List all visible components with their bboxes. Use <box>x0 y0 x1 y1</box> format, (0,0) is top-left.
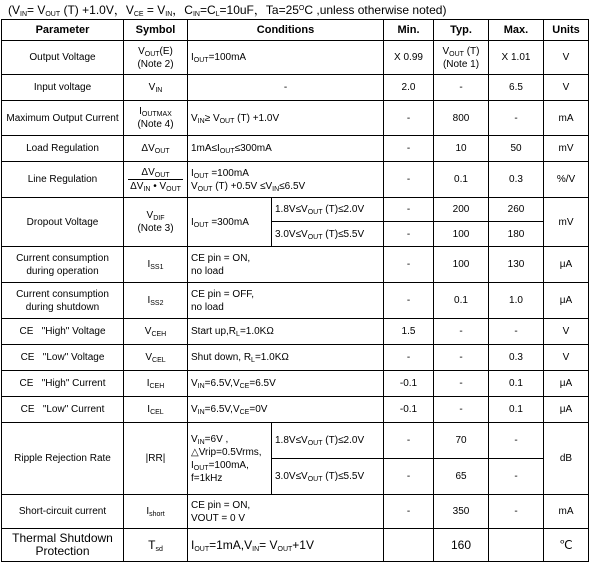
header-parameter: Parameter <box>2 20 124 41</box>
cell-symbol: $\frac{\Delta V_{OUT}}{\Delta V_{IN} • V_{OUT}}$ <box>124 162 188 198</box>
cell-max: 0.3 <box>489 345 544 371</box>
cell-parameter: Current consumption during operation <box>2 247 124 283</box>
cell-max: - <box>489 459 544 495</box>
cell-parameter: Output Voltage <box>2 41 124 75</box>
cell-parameter: CE "High" Voltage <box>2 319 124 345</box>
table-row <box>2 529 589 562</box>
cell-subcondition: $3.0V\le V_{OUT}$ (T)≤5.5V <box>272 459 384 495</box>
cell-unit: mV <box>544 198 589 247</box>
cell-typ: 800 <box>434 101 489 136</box>
cell-condition: $V_{IN}\ge V_{OUT}$ (T) +1.0V <box>188 101 384 136</box>
cell-unit: V <box>544 345 589 371</box>
cell-max: 0.1 <box>489 397 544 423</box>
table-row <box>2 162 589 198</box>
table-row <box>2 198 589 222</box>
cell-symbol: $I_{OUTMAX}$ (Note 4) <box>124 101 188 136</box>
cell-min: - <box>384 459 434 495</box>
table-row <box>2 75 589 101</box>
cell-condition: $V_{IN}=6.5V,V_{CE}=0V$ <box>188 397 384 423</box>
cell-unit: μA <box>544 247 589 283</box>
cell-parameter: Current consumption during shutdown <box>2 283 124 319</box>
cell-symbol: $V_{IN}$ <box>124 75 188 101</box>
cell-max <box>489 529 544 562</box>
cell-unit: μA <box>544 397 589 423</box>
header-units: Units <box>544 20 589 41</box>
cell-unit: mA <box>544 495 589 529</box>
cell-condition: CE pin = ON, no load <box>188 247 384 283</box>
cell-min: 1.5 <box>384 319 434 345</box>
cell-condition: CE pin = OFF, no load <box>188 283 384 319</box>
cell-typ: - <box>434 345 489 371</box>
cell-condition: Start $up,R_L=1.0K\Omega$ <box>188 319 384 345</box>
cell-max: 1.0 <box>489 283 544 319</box>
cell-unit: %/V <box>544 162 589 198</box>
header-min: Min. <box>384 20 434 41</box>
table-row <box>2 397 589 423</box>
cell-typ: 100 <box>434 222 489 247</box>
cell-typ: 350 <box>434 495 489 529</box>
cell-min: - <box>384 345 434 371</box>
cell-max: 0.1 <box>489 371 544 397</box>
cell-condition: $1mA\le I_{OUT}\le 300mA$ <box>188 136 384 162</box>
cell-symbol: $V_{CEH}$ <box>124 319 188 345</box>
table-caption: ($V_{IN}= V_{OUT}$ (T) +1.0V，$V_{CE} = V_{IN}$，$C_{IN}=C_L=10uF$，$Ta=25^OC$ ,unless otherwise noted) <box>8 3 447 18</box>
cell-typ: 0.1 <box>434 162 489 198</box>
cell-condition: CE pin = ON, VOUT = 0 V <box>188 495 384 529</box>
cell-parameter: Maximum Output Current <box>2 101 124 136</box>
cell-min: - <box>384 222 434 247</box>
cell-parameter: Load Regulation <box>2 136 124 162</box>
table-row <box>2 319 589 345</box>
cell-typ: 10 <box>434 136 489 162</box>
cell-unit: V <box>544 319 589 345</box>
cell-typ: 65 <box>434 459 489 495</box>
cell-parameter: Line Regulation <box>2 162 124 198</box>
cell-min: -0.1 <box>384 371 434 397</box>
cell-condition: $I_{OUT} =300mA$ <box>188 198 272 247</box>
cell-parameter: Thermal Shutdown Protection <box>2 529 124 562</box>
table-row <box>2 345 589 371</box>
table-row <box>2 136 589 162</box>
cell-typ: - <box>434 75 489 101</box>
cell-condition: $V_{IN}=6V$ , △Vrip=0.5Vrms, $I_{OUT}=100mA$, f=1kHz <box>188 423 272 495</box>
cell-min: - <box>384 136 434 162</box>
header-typ: Typ. <box>434 20 489 41</box>
table-row <box>2 283 589 319</box>
cell-typ: 0.1 <box>434 283 489 319</box>
cell-max: 0.3 <box>489 162 544 198</box>
cell-symbol: |RR| <box>124 423 188 495</box>
cell-max: - <box>489 495 544 529</box>
cell-symbol: $I_{short}$ <box>124 495 188 529</box>
cell-min: 2.0 <box>384 75 434 101</box>
cell-min: -0.1 <box>384 397 434 423</box>
cell-unit: dB <box>544 423 589 495</box>
cell-parameter: Input voltage <box>2 75 124 101</box>
cell-min: - <box>384 247 434 283</box>
cell-min: - <box>384 423 434 459</box>
cell-min: X 0.99 <box>384 41 434 75</box>
cell-condition: $I_{OUT}=100mA$ <box>188 41 384 75</box>
cell-min: - <box>384 101 434 136</box>
cell-max: 260 <box>489 198 544 222</box>
cell-parameter: Dropout Voltage <box>2 198 124 247</box>
cell-max: - <box>489 319 544 345</box>
electrical-characteristics-table <box>1 19 589 562</box>
cell-max: 180 <box>489 222 544 247</box>
cell-symbol: $I_{CEH}$ <box>124 371 188 397</box>
cell-unit: μA <box>544 371 589 397</box>
cell-condition: $I_{OUT}=1mA,V_{IN}= V_{OUT}+1V$ <box>188 529 384 562</box>
table-header-row <box>2 20 589 41</box>
cell-max: 130 <box>489 247 544 283</box>
cell-symbol: $I_{SS2}$ <box>124 283 188 319</box>
cell-max: X 1.01 <box>489 41 544 75</box>
cell-max: 6.5 <box>489 75 544 101</box>
cell-unit: μA <box>544 283 589 319</box>
cell-parameter: CE "Low" Current <box>2 397 124 423</box>
cell-unit: mA <box>544 101 589 136</box>
cell-unit: mV <box>544 136 589 162</box>
cell-unit: ℃ <box>544 529 589 562</box>
cell-symbol: $V_{OUT}(E)$ (Note 2) <box>124 41 188 75</box>
cell-symbol: $\Delta V_{OUT}$ <box>124 136 188 162</box>
cell-typ: 200 <box>434 198 489 222</box>
cell-unit: V <box>544 41 589 75</box>
cell-condition: Shut down, $R_L=1.0K\Omega$ <box>188 345 384 371</box>
cell-parameter: CE "High" Current <box>2 371 124 397</box>
cell-min: - <box>384 162 434 198</box>
cell-symbol: $T_{sd}$ <box>124 529 188 562</box>
cell-condition: $I_{OUT} =100mA$ $V_{OUT}$ $(T) +0.5V \le V_{IN}\le 6.5V$ <box>188 162 384 198</box>
cell-symbol: $V_{CEL}$ <box>124 345 188 371</box>
cell-min: - <box>384 495 434 529</box>
header-max: Max. <box>489 20 544 41</box>
cell-max: - <box>489 423 544 459</box>
header-conditions: Conditions <box>188 20 384 41</box>
cell-typ: $V_{OUT}$ (T) (Note 1) <box>434 41 489 75</box>
cell-min <box>384 529 434 562</box>
cell-min: - <box>384 198 434 222</box>
table-row <box>2 423 589 459</box>
cell-typ: - <box>434 371 489 397</box>
cell-typ: - <box>434 319 489 345</box>
cell-typ: 100 <box>434 247 489 283</box>
table-row <box>2 495 589 529</box>
table-row <box>2 247 589 283</box>
cell-symbol: $V_{DIF}$ (Note 3) <box>124 198 188 247</box>
cell-symbol: $I_{CEL}$ <box>124 397 188 423</box>
cell-subcondition: $1.8V\le V_{OUT}$ (T)≤2.0V <box>272 423 384 459</box>
cell-typ: - <box>434 397 489 423</box>
cell-parameter: CE "Low" Voltage <box>2 345 124 371</box>
table-row <box>2 101 589 136</box>
cell-min: - <box>384 283 434 319</box>
cell-max: 50 <box>489 136 544 162</box>
cell-parameter: Ripple Rejection Rate <box>2 423 124 495</box>
table-row <box>2 371 589 397</box>
cell-max: - <box>489 101 544 136</box>
cell-condition: - <box>188 75 384 101</box>
cell-condition: $V_{IN}=6.5V,V_{CE}=6.5V$ <box>188 371 384 397</box>
cell-typ: 70 <box>434 423 489 459</box>
cell-subcondition: $1.8V\le V_{OUT}$ (T)≤2.0V <box>272 198 384 222</box>
cell-typ: 160 <box>434 529 489 562</box>
cell-parameter: Short-circuit current <box>2 495 124 529</box>
cell-symbol: $I_{SS1}$ <box>124 247 188 283</box>
header-symbol: Symbol <box>124 20 188 41</box>
cell-unit: V <box>544 75 589 101</box>
cell-subcondition: $3.0V\le V_{OUT}$ (T)≤5.5V <box>272 222 384 247</box>
table-row <box>2 41 589 75</box>
